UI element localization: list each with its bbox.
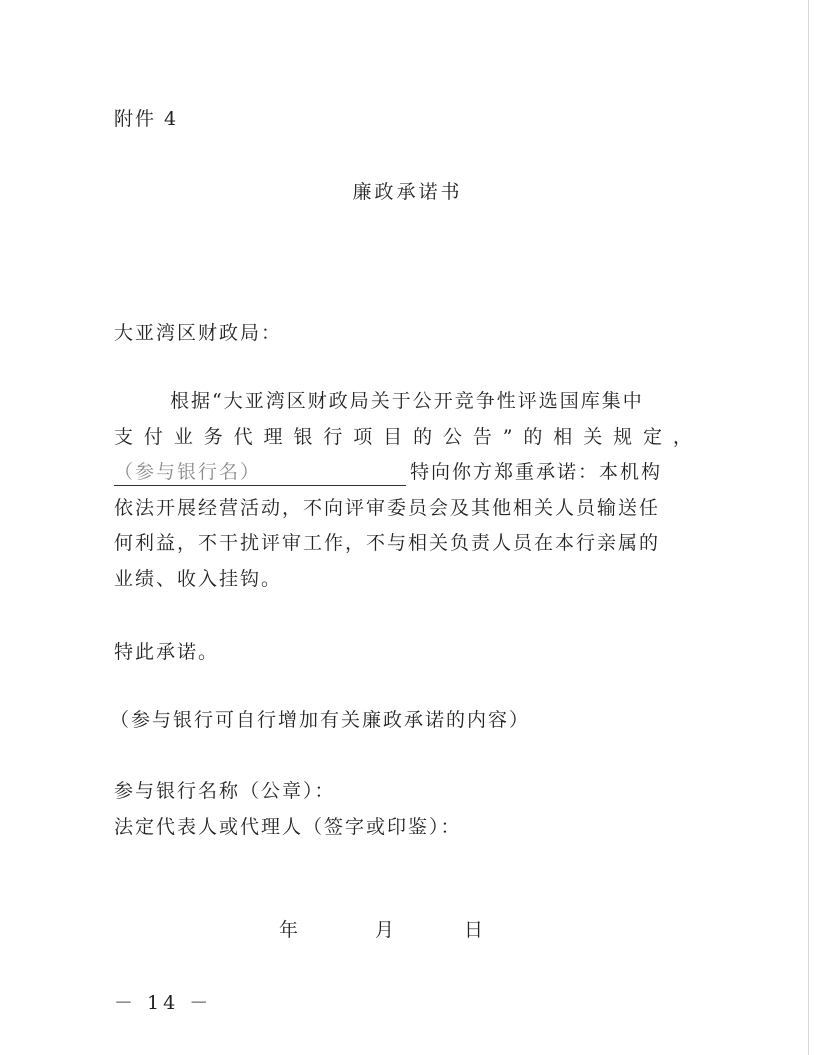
paragraph-line-2-char: 的 <box>523 425 545 448</box>
paragraph-line-2-char: 定 <box>643 425 665 448</box>
paragraph-line-2-char: 理 <box>263 425 285 448</box>
paragraph-line-2-char: 代 <box>233 425 255 448</box>
paragraph-line-2-char: 行 <box>323 425 345 448</box>
paragraph-line-2-char: 关 <box>583 425 605 448</box>
paragraph-line-6: 业绩、收入挂钩。 <box>114 567 283 590</box>
paragraph-line-2-char: 的 <box>413 425 435 448</box>
paragraph-line-2-char: ， <box>672 425 694 448</box>
addressee: 大亚湾区财政局： <box>114 322 283 344</box>
paragraph-line-2-char: 银 <box>293 425 315 448</box>
date-year-label: 年 <box>279 919 301 941</box>
representative-signature-label: 法定代表人或代理人（签字或印鉴）： <box>114 816 462 838</box>
paragraph-line-2-char: ” <box>502 425 515 448</box>
bank-name-blank: （参与银行名） <box>114 459 406 486</box>
closing-statement: 特此承诺。 <box>114 641 220 663</box>
document-title <box>0 177 815 204</box>
paragraph-line-3-text: 特向你方郑重承诺：本机构 <box>410 461 663 483</box>
paragraph-line-2-char: 务 <box>203 425 225 448</box>
date-day-label: 日 <box>464 919 486 941</box>
paragraph-line-2-char: 项 <box>353 425 375 448</box>
date-month-label: 月 <box>375 919 397 941</box>
page-edge-line <box>808 0 809 1055</box>
paragraph-line-5: 何利益，不干扰评审工作，不与相关负责人员在本行亲属的 <box>114 532 661 554</box>
supplement-note: （参与银行可自行增加有关廉政承诺的内容） <box>110 709 531 731</box>
paragraph-line-2-char: 付 <box>143 425 165 448</box>
paragraph-line-2 <box>114 420 694 456</box>
paragraph-line-4: 依法开展经营活动，不向评审委员会及其他相关人员输送任 <box>114 496 661 519</box>
paragraph-line-2-char: 公 <box>442 425 464 448</box>
paragraph-line-2-char: 相 <box>553 425 575 448</box>
paragraph-line-2-char: 业 <box>173 425 195 448</box>
paragraph-line-1: 根据“大亚湾区财政局关于公开竞争性评选国库集中 <box>170 390 644 412</box>
paragraph-line-3 <box>114 455 694 491</box>
attachment-label: 附件 4 <box>114 108 179 130</box>
paragraph-line-2-char: 支 <box>114 425 136 448</box>
bank-name-seal-label: 参与银行名称（公章）： <box>114 780 336 802</box>
commitment-paragraph <box>114 384 694 597</box>
document-title-text: 廉政承诺书 <box>352 181 463 203</box>
paragraph-line-2-char: 目 <box>383 425 405 448</box>
page-number: － 14 － <box>114 992 213 1014</box>
paragraph-line-2-char: 告 <box>472 425 494 448</box>
paragraph-line-2-char: 规 <box>613 425 635 448</box>
